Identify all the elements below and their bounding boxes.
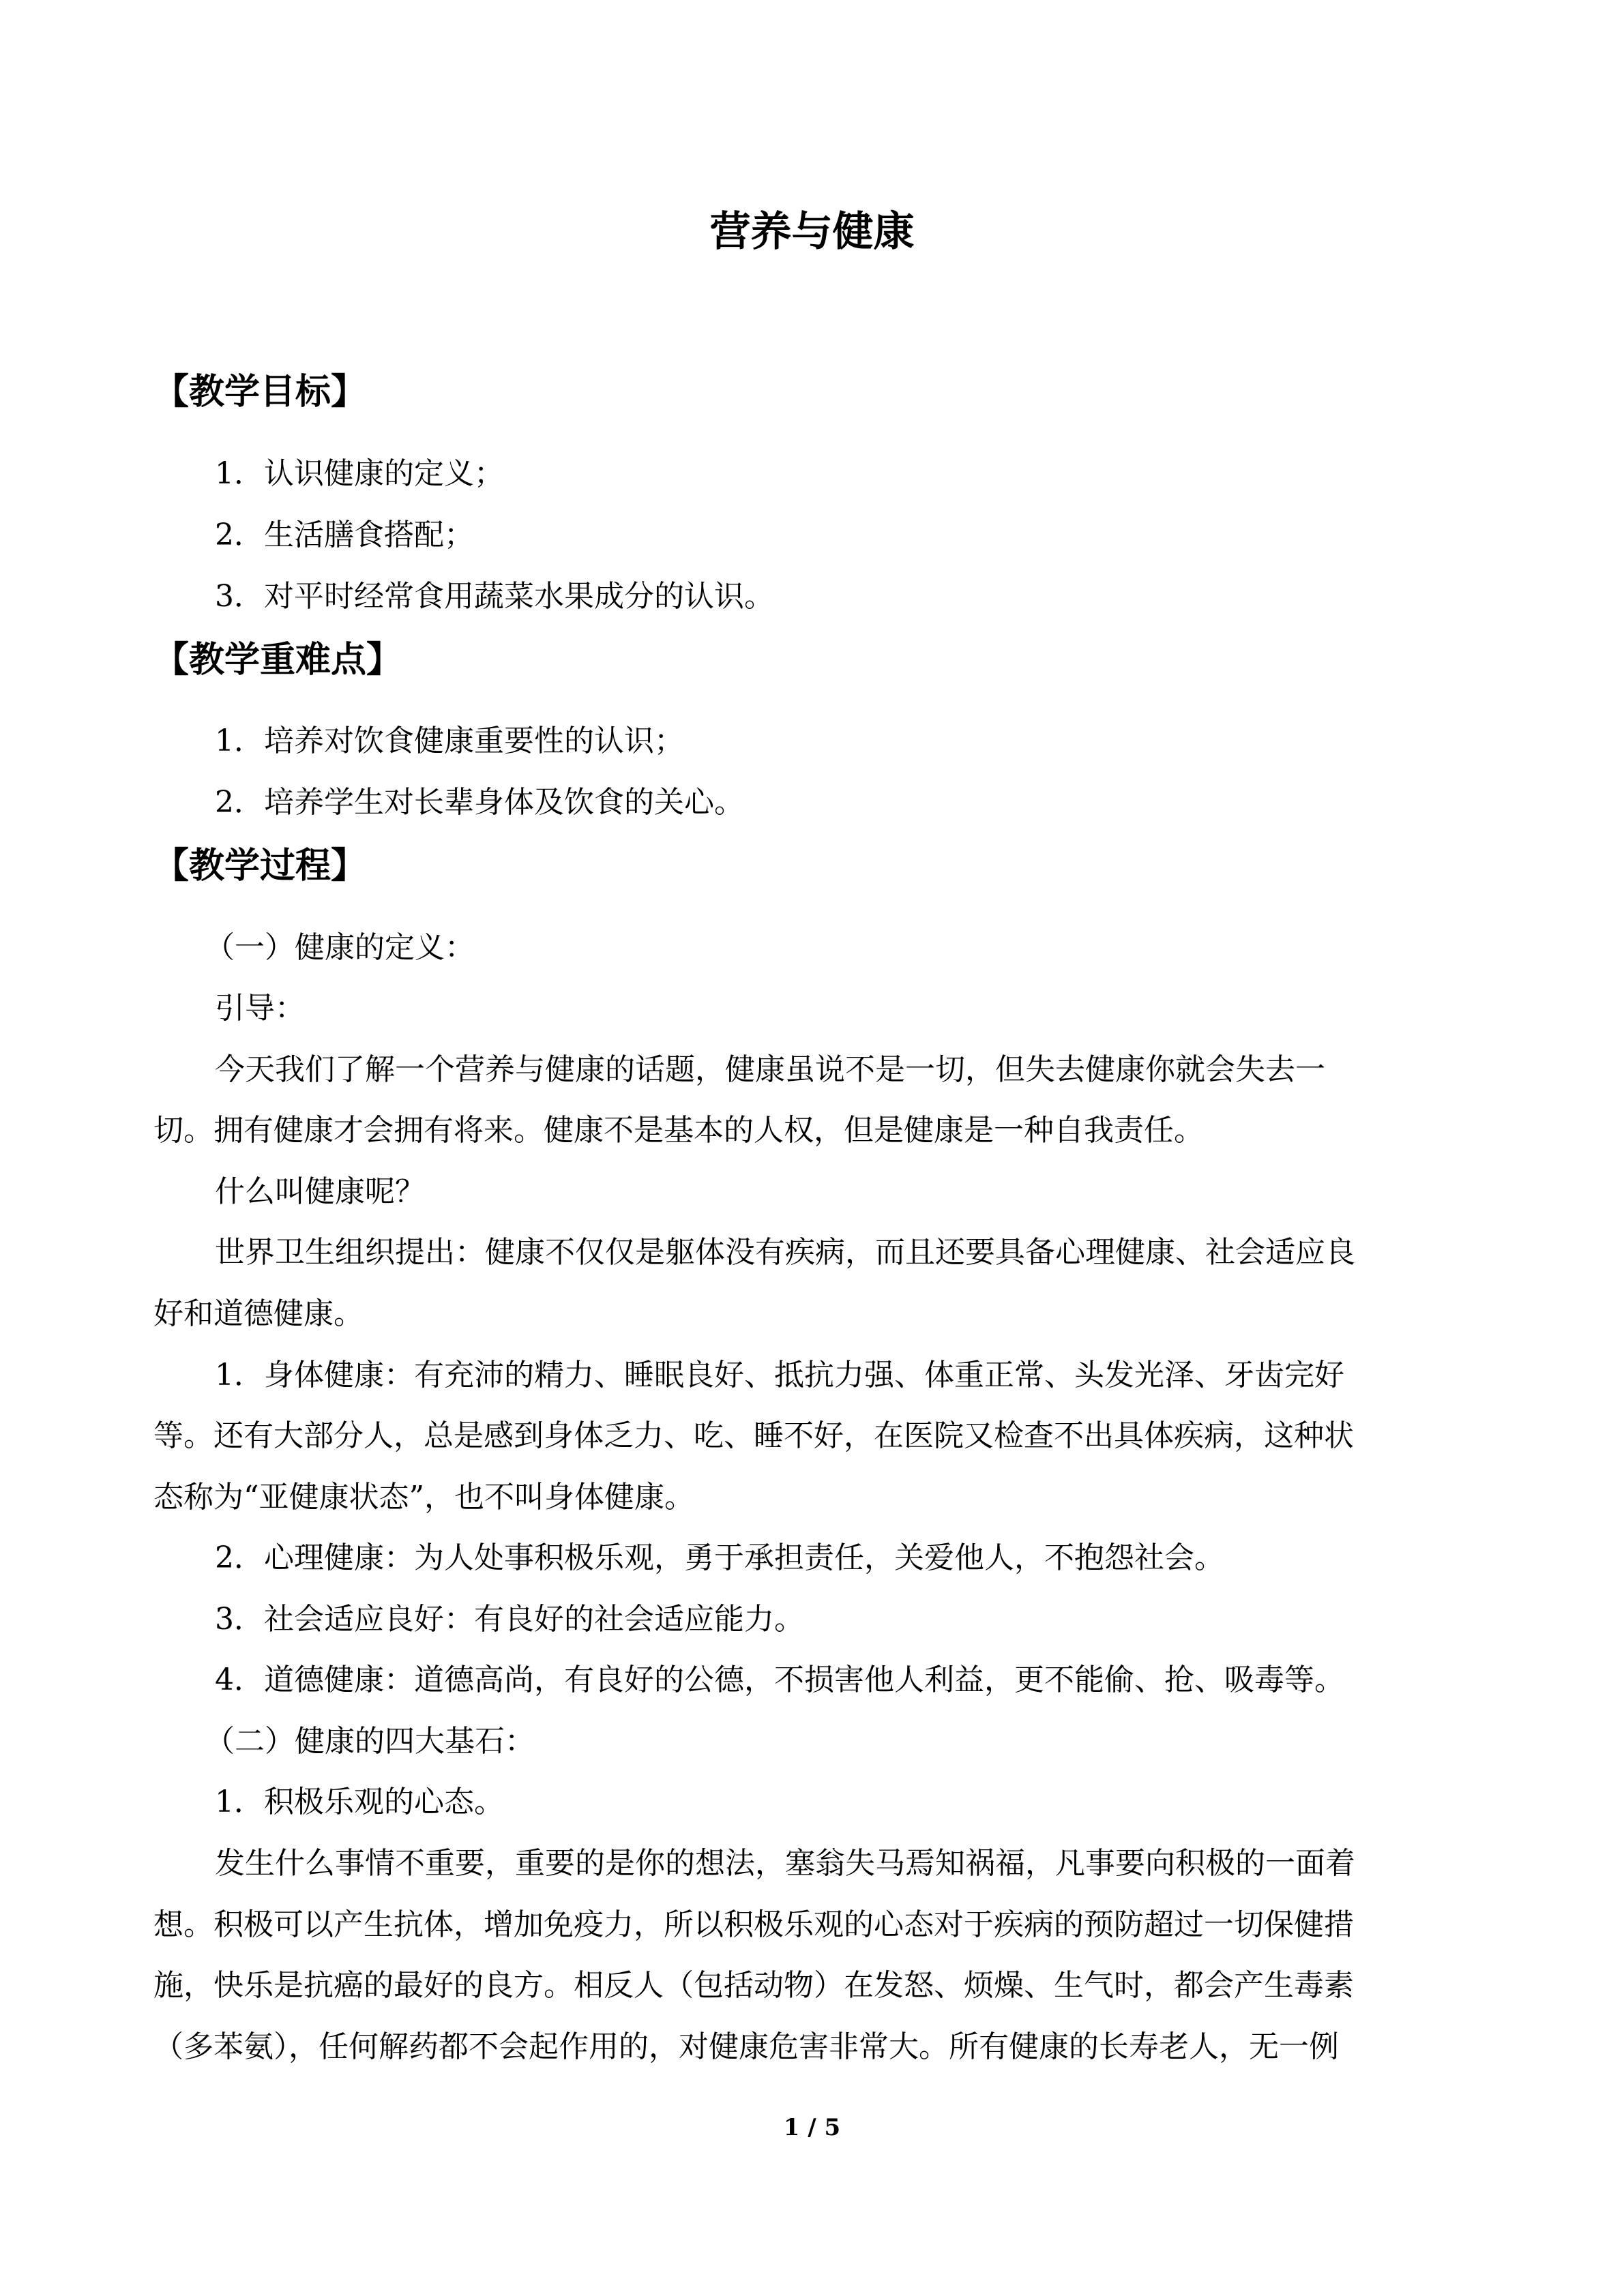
process-line: 1．身体健康：有充沛的精力、睡眠良好、抵抗力强、体重正常、头发光泽、牙齿完好 [215, 1358, 1344, 1392]
section-heading-process: 【教学过程】 [153, 846, 367, 886]
process-line: 态称为“亚健康状态”，也不叫身体健康。 [153, 1480, 694, 1515]
objective-item: 2．生活膳食搭配； [215, 518, 474, 552]
process-line: 1．积极乐观的心态。 [215, 1785, 504, 1819]
key-point-item: 1．培养对饮食健康重要性的认识； [215, 724, 684, 758]
process-line: 今天我们了解一个营养与健康的话题，健康虽说不是一切，但失去健康你就会失去一 [215, 1052, 1325, 1087]
objective-item: 3．对平时经常食用蔬菜水果成分的认识。 [215, 579, 774, 614]
process-line: 想。积极可以产生抗体，增加免疫力，所以积极乐观的心态对于疾病的预防超过一切保健措 [153, 1907, 1354, 1942]
document-title: 营养与健康 [709, 208, 915, 256]
objective-item: 1．认识健康的定义； [215, 456, 504, 491]
process-line: 等。还有大部分人，总是感到身体乏力、吃、睡不好，在医院又检查不出具体疾病，这种状 [153, 1418, 1354, 1453]
process-line: （一）健康的定义： [205, 930, 475, 965]
process-line: 什么叫健康呢？ [215, 1174, 425, 1209]
process-line: 好和道德健康。 [153, 1296, 364, 1331]
process-line: 4．道德健康：道德高尚，有良好的公德，不损害他人利益，更不能偷、抢、吸毒等。 [215, 1663, 1344, 1697]
process-line: 2．心理健康：为人处事积极乐观，勇于承担责任，关爱他人，不抱怨社会。 [215, 1540, 1224, 1575]
process-line: （多苯氨），任何解药都不会起作用的，对健康危害非常大。所有健康的长寿老人，无一例 [153, 2029, 1339, 2064]
key-point-item: 2．培养学生对长辈身体及饮食的关心。 [215, 785, 744, 820]
process-line: 发生什么事情不重要，重要的是你的想法，塞翁失马焉知祸福，凡事要向积极的一面着 [215, 1846, 1355, 1881]
section-heading-key-points: 【教学重难点】 [153, 640, 402, 681]
process-line: 3．社会适应良好：有良好的社会适应能力。 [215, 1602, 804, 1637]
process-line: （二）健康的四大基石： [205, 1724, 535, 1759]
process-line: 引导： [215, 991, 305, 1026]
process-line: 施，快乐是抗癌的最好的良方。相反人（包括动物）在发怒、烦燥、生气时，都会产生毒素 [153, 1968, 1354, 2003]
process-line: 切。拥有健康才会拥有将来。健康不是基本的人权，但是健康是一种自我责任。 [153, 1113, 1204, 1148]
section-heading-objectives: 【教学目标】 [153, 372, 367, 413]
process-line: 世界卫生组织提出：健康不仅仅是躯体没有疾病，而且还要具备心理健康、社会适应良 [215, 1235, 1355, 1270]
page-number: 1 / 5 [783, 2114, 841, 2141]
